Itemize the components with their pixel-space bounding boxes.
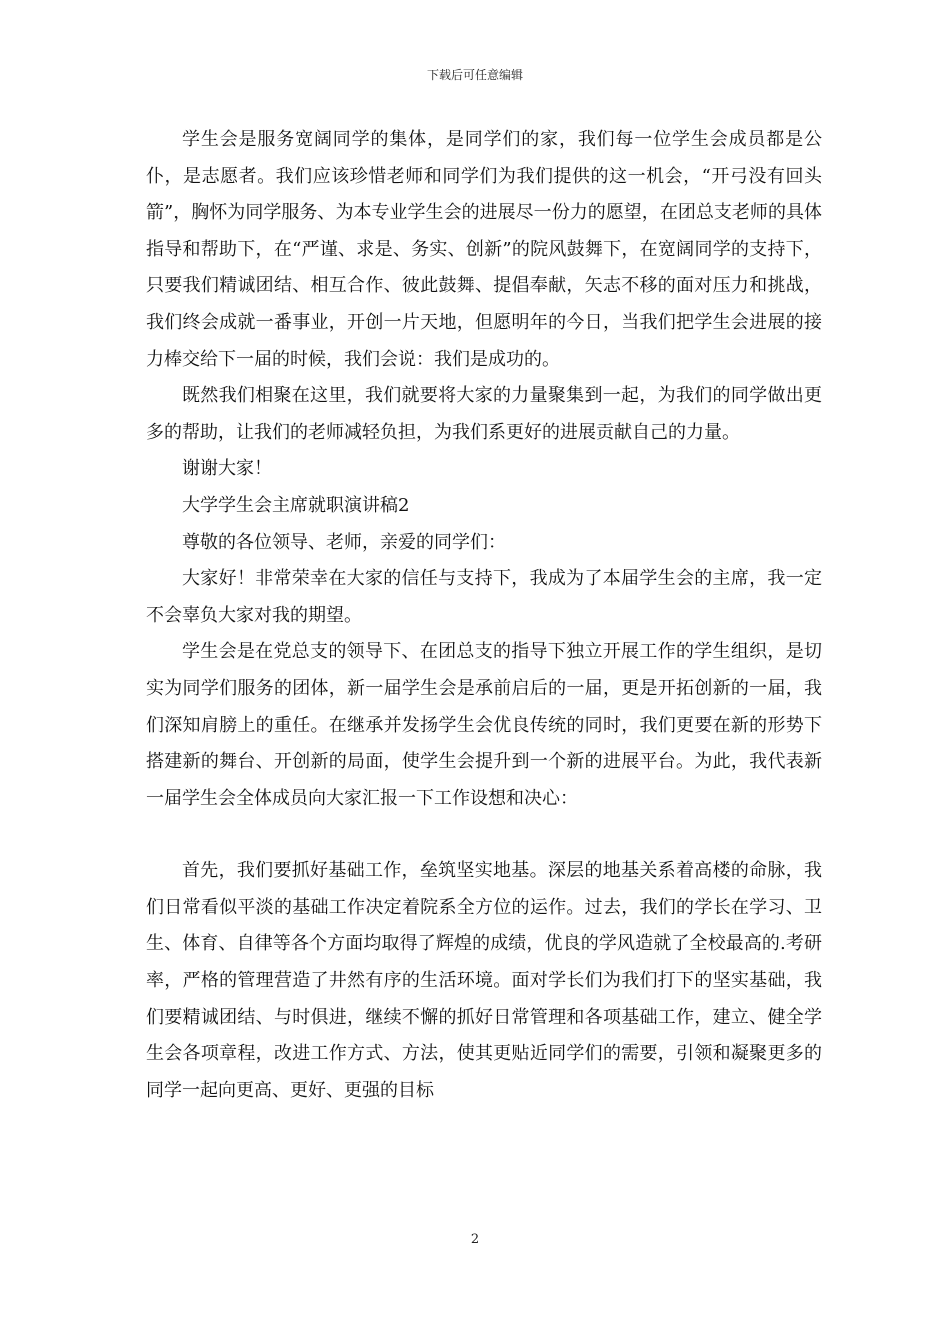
- header-note: 下载后可任意编辑: [426, 68, 523, 82]
- blank-line: [146, 817, 822, 853]
- salutation: 尊敬的各位领导、老师，亲爱的同学们：: [182, 531, 506, 553]
- document-body: [146, 122, 822, 1109]
- paragraph-thanks: 谢谢大家！: [182, 458, 272, 480]
- paragraph-student-union-service: 学生会是服务宽阔同学的集体，是同学们的家，我们每一位学生会成员都是公仆，是志愿者。我们应该珍惜老师和同学们为我们提供的这一机会，“开弓没有回头箭”，胸怀为同学服务、为本专业学生会的进展尽一份力的愿望，在团总支老师的具体指导和帮助下，在“严谨、求是、务实、创新”的院风鼓舞下，在宽阔同学的支持下，只要我们精诚团结、相互合作、彼此鼓舞、提倡奉献，矢志不移的面对压力和挑战，我们终会成就一番事业，开创一片天地，但愿明年的今日，当我们把学生会进展的接力棒交给下一届的时候，我们会说：我们是成功的。: [146, 129, 822, 370]
- paragraph-gather-strength: 既然我们相聚在这里，我们就要将大家的力量聚集到一起，为我们的同学做出更多的帮助，让我们的老师减轻负担，为我们系更好的进展贡献自己的力量。: [146, 385, 822, 443]
- paragraph-student-union-role: 学生会是在党总支的领导下、在团总支的指导下独立开展工作的学生组织，是切实为同学们服务的团体，新一届学生会是承前启后的一届，更是开拓创新的一届，我们深知肩膀上的重任。在继承并发扬学生会优良传统的同时，我们更要在新的形势下搭建新的舞台、开创新的局面，使学生会提升到一个新的进展平台。为此，我代表新一届学生会全体成员向大家汇报一下工作设想和决心：: [146, 641, 822, 809]
- section-title: 大学学生会主席就职演讲稿2: [182, 494, 410, 516]
- paragraph-foundation-work: 首先，我们要抓好基础工作，垒筑坚实地基。深层的地基关系着高楼的命脉，我们日常看似平淡的基础工作决定着院系全方位的运作。过去，我们的学长在学习、卫生、体育、自律等各个方面均取得了辉煌的成绩，优良的学风造就了全校最高的.考研率，严格的管理营造了井然有序的生活环境。面对学长们为我们打下的坚实基础，我们要精诚团结、与时俱进，继续不懈的抓好日常管理和各项基础工作，建立、健全学生会各项章程，改进工作方式、方法，使其更贴近同学们的需要，引领和凝聚更多的同学一起向更高、更好、更强的目标: [146, 860, 822, 1101]
- paragraph-greeting: 大家好！非常荣幸在大家的信任与支持下，我成为了本届学生会的主席，我一定不会辜负大家对我的期望。: [146, 568, 822, 626]
- page-number: 2: [470, 1232, 480, 1247]
